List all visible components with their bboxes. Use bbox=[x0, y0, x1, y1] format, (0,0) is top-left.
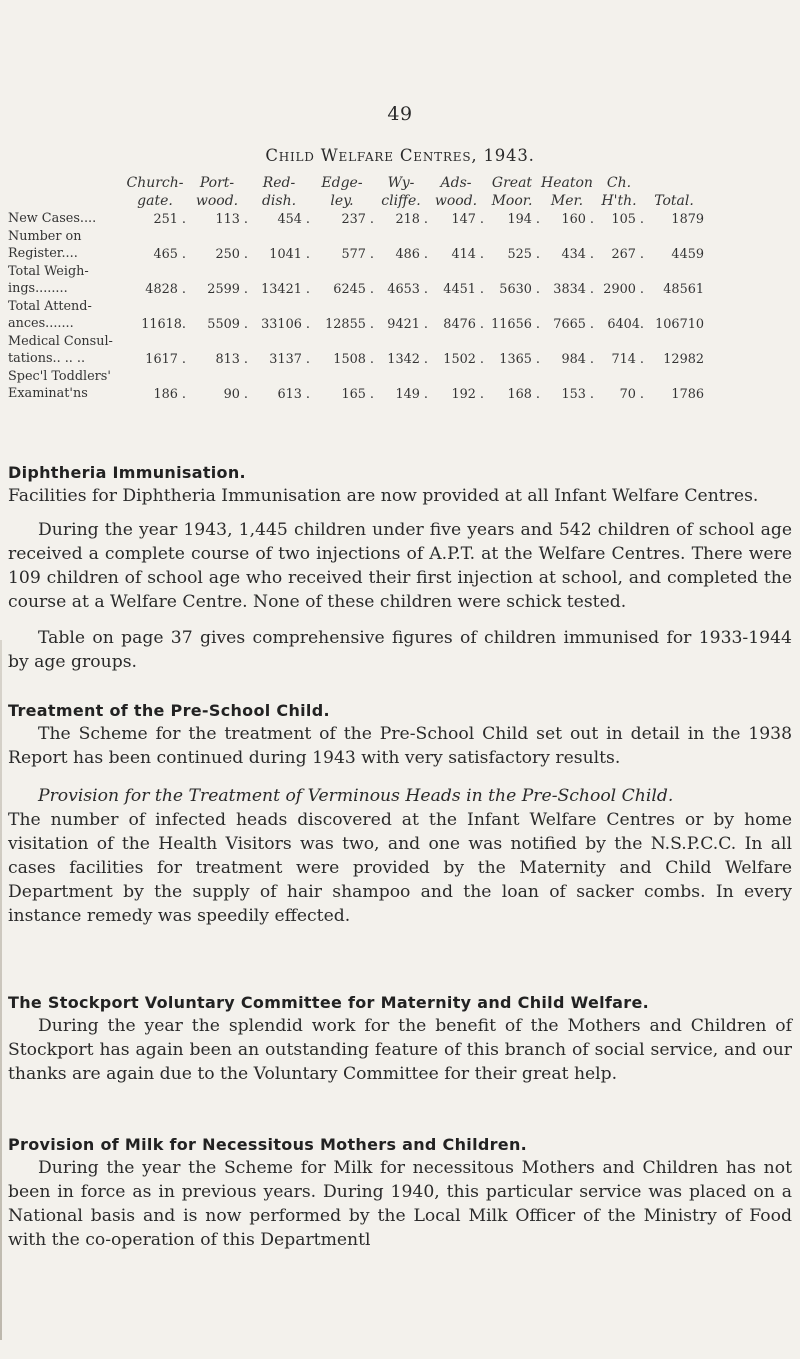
table-cell: 613 . bbox=[277, 386, 310, 402]
table-row bbox=[8, 368, 704, 403]
row-label: Total Weigh- ings........ bbox=[8, 263, 89, 296]
table-cell: 4451 . bbox=[443, 281, 484, 297]
diphtheria-section bbox=[8, 462, 792, 674]
column-header: Ch. H'th. bbox=[601, 175, 637, 209]
table-title: Child Welfare Centres, 1943. bbox=[265, 146, 535, 165]
table-cell: 984 . bbox=[561, 351, 594, 367]
paragraph: During the year the Scheme for Milk for necessitous Mothers and Children has not been in force as in previous years. During 1940, this particular service was placed on a National basis and is now performed by the Local Milk Officer of the Ministry of Food with the co-operation of this Departmentl bbox=[8, 1158, 792, 1250]
table-row bbox=[8, 210, 704, 228]
table-cell: 194 . bbox=[507, 211, 540, 227]
table-cell: 13421 . bbox=[261, 281, 310, 297]
table-cell: 1617 . bbox=[145, 351, 186, 367]
table-cell: 4828 . bbox=[145, 281, 186, 297]
voluntary-committee-section bbox=[8, 992, 792, 1086]
table-row bbox=[8, 333, 704, 368]
table-cell: 4459 bbox=[671, 246, 704, 262]
table-cell: 192 . bbox=[451, 386, 484, 402]
table-cell: 168 . bbox=[507, 386, 540, 402]
column-header: Wy- cliffe. bbox=[381, 175, 421, 209]
row-label: Spec'l Toddlers' Examinat'ns bbox=[8, 368, 111, 401]
welfare-centres-table bbox=[8, 175, 704, 403]
table-cell: 251 . bbox=[153, 211, 186, 227]
table-cell: 465 . bbox=[153, 246, 186, 262]
column-header: Great Moor. bbox=[491, 175, 533, 209]
table-cell: 6245 . bbox=[333, 281, 374, 297]
row-label: Total Attend- ances....... bbox=[8, 298, 92, 331]
section-heading-preschool: Treatment of the Pre-School Child. bbox=[8, 701, 330, 720]
table-cell: 147 . bbox=[451, 211, 484, 227]
table-cell: 1879 bbox=[671, 211, 704, 227]
table-cell: 5630 . bbox=[499, 281, 540, 297]
paragraph: During the year the splendid work for the benefit of the Mothers and Children of Stockport has again been an outstanding feature of this branch of social service, and our thanks are again due to the Voluntary Committee for their great help. bbox=[8, 1016, 792, 1084]
table-cell: 105 . bbox=[611, 211, 644, 227]
table-cell: 12982 bbox=[663, 351, 704, 367]
table-cell: 2900 . bbox=[603, 281, 644, 297]
page-edge-shadow bbox=[0, 640, 2, 1340]
table-cell: 434 . bbox=[561, 246, 594, 262]
table-cell: 250 . bbox=[215, 246, 248, 262]
column-header: Heaton Mer. bbox=[541, 175, 593, 209]
table-cell: 8476 . bbox=[443, 316, 484, 332]
table-row bbox=[8, 298, 704, 333]
paragraph: During the year 1943, 1,445 children under five years and 542 children of school age received a complete course of two injections of A.P.T. at the Welfare Centres. There were 109 children of school age who received their first injection at school, and completed the course at a Welfare Centre. None of these children were schick tested. bbox=[8, 520, 792, 612]
table-cell: 1508 . bbox=[333, 351, 374, 367]
table-cell: 813 . bbox=[215, 351, 248, 367]
row-label: Medical Consul- tations.. .. .. bbox=[8, 333, 113, 366]
milk-section bbox=[8, 1134, 792, 1252]
table-cell: 12855 . bbox=[325, 316, 374, 332]
table-cell: 106710 bbox=[655, 316, 704, 332]
table-cell: 577 . bbox=[341, 246, 374, 262]
preschool-section bbox=[8, 700, 792, 928]
table-cell: 3137 . bbox=[269, 351, 310, 367]
table-cell: 6404. bbox=[607, 316, 644, 332]
table-cell: 11618. bbox=[141, 316, 186, 332]
paragraph: The Scheme for the treatment of the Pre-School Child set out in detail in the 1938 Report has been continued during 1943 with very satisfactory results. bbox=[8, 724, 792, 768]
table-cell: 525 . bbox=[507, 246, 540, 262]
table-cell: 454 . bbox=[277, 211, 310, 227]
column-header: Church- gate. bbox=[126, 175, 184, 209]
column-header: Ads- wood. bbox=[434, 175, 478, 209]
table-cell: 149 . bbox=[395, 386, 428, 402]
table-cell: 1041 . bbox=[269, 246, 310, 262]
table-cell: 1342 . bbox=[387, 351, 428, 367]
table-cell: 113 . bbox=[215, 211, 248, 227]
table-cell: 267 . bbox=[611, 246, 644, 262]
table-corner bbox=[8, 175, 124, 210]
table-cell: 160 . bbox=[561, 211, 594, 227]
table-cell: 5509 . bbox=[207, 316, 248, 332]
paragraph: Table on page 37 gives comprehensive figures of children immunised for 1933-1944 by age groups. bbox=[8, 628, 792, 672]
table-cell: 1365 . bbox=[499, 351, 540, 367]
table-cell: 486 . bbox=[395, 246, 428, 262]
table-cell: 7665 . bbox=[553, 316, 594, 332]
table-cell: 714 . bbox=[611, 351, 644, 367]
table-cell: 3834 . bbox=[553, 281, 594, 297]
table-cell: 165 . bbox=[341, 386, 374, 402]
table-cell: 2599 . bbox=[207, 281, 248, 297]
table-cell: 48561 bbox=[663, 281, 704, 297]
table-header-row bbox=[8, 175, 704, 210]
paragraph: The number of infected heads discovered at the Infant Welfare Centres or by home visitation of the Health Visitors was two, and one was notified by the N.S.P.C.C. In all cases facilities for treatment were provided by the Maternity and Child Welfare Department by the supply of hair shampoo and the loan of sacker combs. In every instance remedy was speedily effected. bbox=[8, 810, 792, 926]
row-label: New Cases.... bbox=[8, 211, 97, 226]
italic-subheading: Provision for the Treatment of Verminous Heads in the Pre-School Child. bbox=[38, 786, 674, 806]
table-cell: 237 . bbox=[341, 211, 374, 227]
paragraph: Facilities for Diphtheria Immunisation are now provided at all Infant Welfare Centres. bbox=[8, 486, 759, 506]
column-header: Red- dish. bbox=[261, 175, 297, 209]
table-cell: 153 . bbox=[561, 386, 594, 402]
table-cell: 1786 bbox=[671, 386, 704, 402]
section-heading-diphtheria: Diphtheria Immunisation. bbox=[8, 463, 246, 482]
table-cell: 186 . bbox=[153, 386, 186, 402]
table-cell: 70 . bbox=[619, 386, 644, 402]
page-number: 49 bbox=[387, 103, 413, 125]
table-cell: 90 . bbox=[223, 386, 248, 402]
table-cell: 1502 . bbox=[443, 351, 484, 367]
row-label: Number on Register.... bbox=[8, 228, 82, 261]
column-header: Port- wood. bbox=[195, 175, 239, 209]
section-heading-milk: Provision of Milk for Necessitous Mothers and Children. bbox=[8, 1135, 528, 1154]
table-cell: 11656 . bbox=[491, 316, 540, 332]
table-cell: 4653 . bbox=[387, 281, 428, 297]
table-cell: 414 . bbox=[451, 246, 484, 262]
table-cell: 218 . bbox=[395, 211, 428, 227]
table-row bbox=[8, 263, 704, 298]
table-row bbox=[8, 228, 704, 263]
table-cell: 9421 . bbox=[387, 316, 428, 332]
section-heading-voluntary: The Stockport Voluntary Committee for Maternity and Child Welfare. bbox=[8, 993, 649, 1012]
column-header: Edge- ley. bbox=[321, 175, 363, 209]
column-header-total: Total. bbox=[654, 192, 694, 209]
table-cell: 33106 . bbox=[261, 316, 310, 332]
